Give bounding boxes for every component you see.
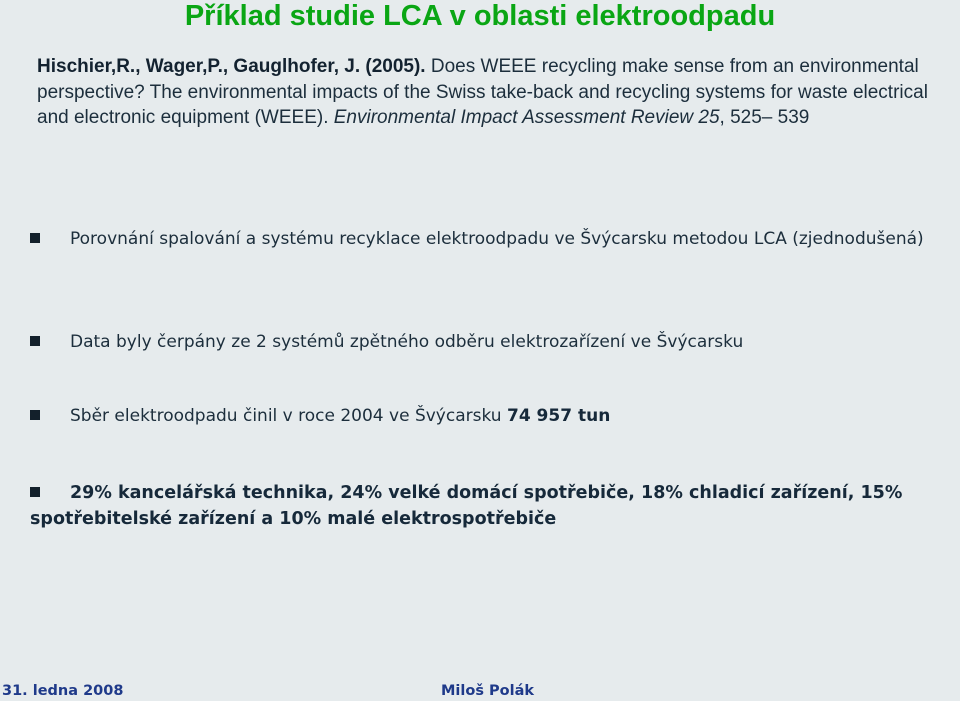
citation-pages: , 525– 539 bbox=[719, 107, 810, 128]
bullet-collection bbox=[30, 403, 930, 429]
bullet-square-icon bbox=[30, 336, 40, 346]
bullet-composition bbox=[30, 480, 930, 532]
bullet-text: 29% kancelářská technika, 24% velké domácí spotřebiče, 18% chladicí zařízení, 15% spotřebitelské zařízení a 10% malé elektrospotřebiče bbox=[30, 483, 903, 529]
bullet-square-icon bbox=[30, 410, 40, 420]
bullet-square-icon bbox=[30, 487, 40, 497]
citation bbox=[37, 54, 957, 131]
citation-journal: Environmental Impact Assessment Review 25 bbox=[333, 107, 720, 128]
bullet-text: Porovnání spalování a systému recyklace elektroodpadu ve Švýcarsku metodou LCA (zjednodušená) bbox=[70, 229, 924, 249]
bullet-text: Sběr elektroodpadu činil v roce 2004 ve Švýcarsku bbox=[70, 406, 507, 426]
citation-authors: Hischier,R., Wager,P., Gauglhofer, J. (2005). bbox=[37, 56, 426, 77]
footer-date: 31. ledna 2008 bbox=[2, 683, 124, 699]
collection-amount: 74 957 tun bbox=[506, 406, 611, 426]
slide-title: Příklad studie LCA v oblasti elektroodpadu bbox=[184, 0, 776, 32]
footer-author: Miloš Polák bbox=[441, 683, 534, 699]
bullet-square-icon bbox=[30, 233, 40, 243]
citation-article-title: Does WEEE recycling make sense from an environmental perspective? The environmental impacts of the Swiss take-back and recycling systems for waste electrical and electronic equipment (WEEE). bbox=[37, 56, 928, 128]
bullet-data-source bbox=[30, 329, 930, 355]
bullet-comparison bbox=[30, 226, 930, 252]
bullet-text: Data byly čerpány ze 2 systémů zpětného odběru elektrozařízení ve Švýcarsku bbox=[70, 332, 744, 352]
